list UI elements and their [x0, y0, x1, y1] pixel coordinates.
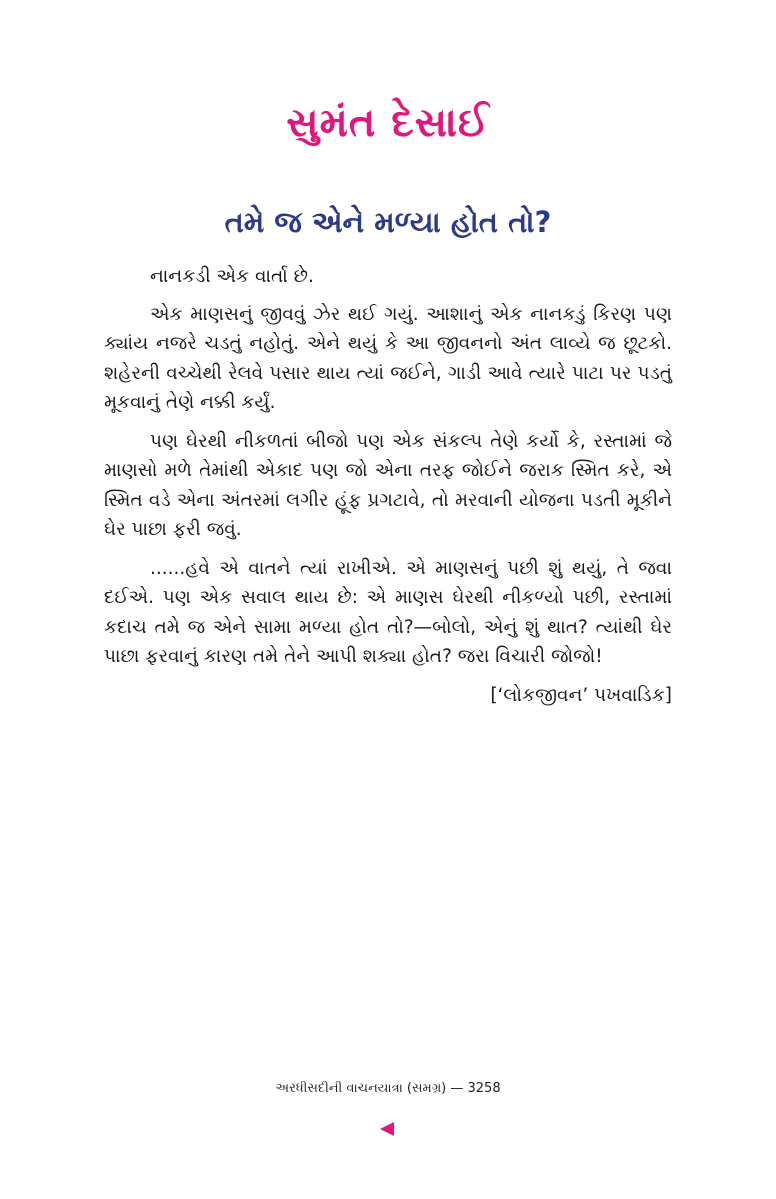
story-body	[104, 262, 672, 710]
page-footer: અરધીસદીની વાચનયાત્રા (સમગ્ર) — 3258	[275, 1081, 501, 1096]
previous-page-arrow-icon[interactable]	[380, 1122, 394, 1136]
story-title: તમે જ એને મળ્યા હોત તો?	[224, 205, 552, 239]
author-name: સુમંત દેસાઈ	[286, 100, 490, 146]
paragraph: ......હવે એ વાતને ત્યાં રાખીએ. એ માણસનું પછી શું થયું, તે જવા દઈએ. પણ એક સવાલ થાય છે: એ માણસ ઘેરથી નીકળ્યો પછી, રસ્તામાં કદાચ તમે જ એને સામા મળ્યા હોત તો?—બોલો, એનું શું થાત? ત્યાંથી ઘેર પાછા ફરવાનું કારણ તમે તેને આપી શક્યા હોત? જરા વિચારી જોજો!	[104, 557, 672, 667]
paragraph: પણ ઘેરથી નીકળતાં બીજો પણ એક સંકલ્પ તેણે કર્યો કે, રસ્તામાં જે માણસો મળે તેમાંથી એકાદ પણ જો એના તરફ જોઈને જરાક સ્મિત કરે, એ સ્મિત વડે એના અંતરમાં લગીર હૂંફ પ્રગટાવે, તો મરવાની યોજના પડતી મૂકીને ઘેર પાછા ફરી જવું.	[104, 430, 672, 540]
paragraph: એક માણસનું જીવવું ઝેર થઈ ગયું. આશાનું એક નાનકડું કિરણ પણ ક્યાંય નજરે ચડતું નહોતું. એને થયું કે આ જીવનનો અંત લાવ્યે જ છૂટકો. શહેરની વચ્ચેથી રેલવે પસાર થાય ત્યાં જઈને, ગાડી આવે ત્યારે પાટા પર પડતું મૂકવાનું તેણે નક્કી કર્યું.	[104, 303, 672, 413]
source-citation: [‘લોકજીવન’ પખવાડિક]	[490, 684, 672, 706]
paragraph: નાનકડી એક વાર્તા છે.	[150, 266, 314, 287]
